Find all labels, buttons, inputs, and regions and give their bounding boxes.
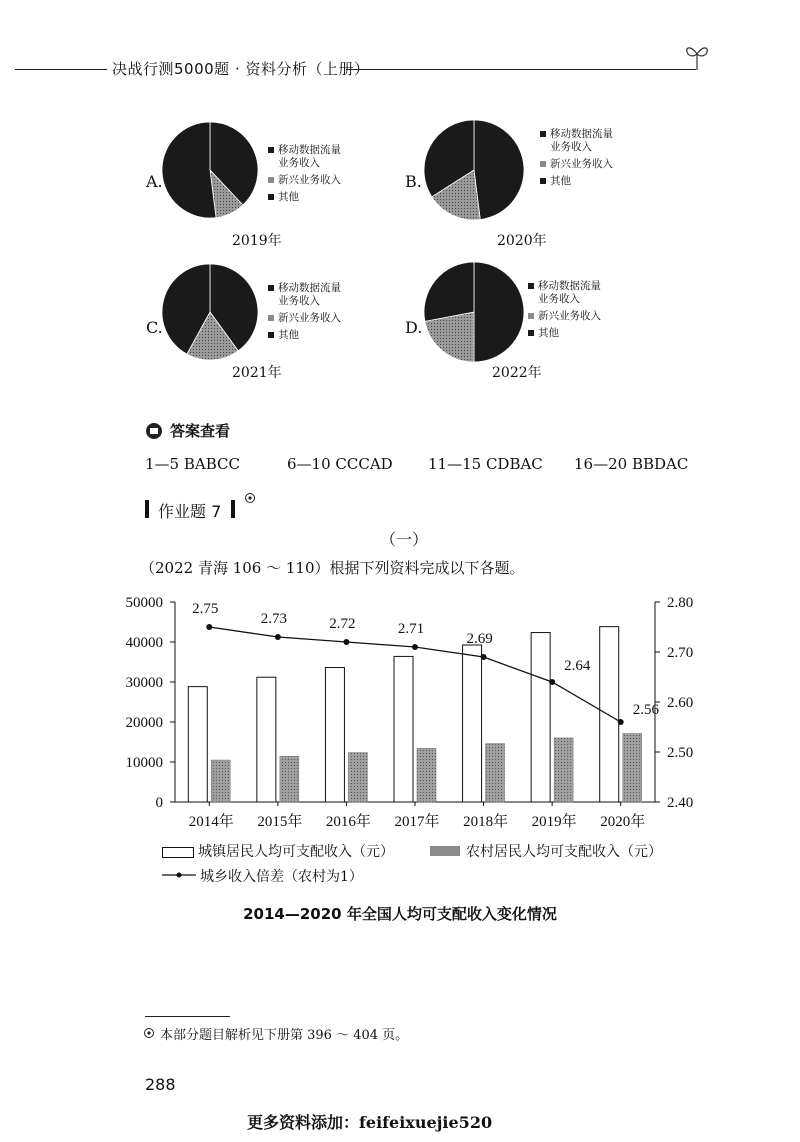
pie-slice [474,120,524,220]
pie-chart [160,120,260,220]
pie-year-label: 2020年 [497,233,547,249]
x-tick-label: 2014年 [188,814,234,830]
y-tick-label-left: 20000 [125,715,163,731]
y-tick-label-right: 2.50 [667,745,694,761]
bar-urban [394,656,413,802]
y-tick-label-right: 2.80 [667,595,694,611]
answer-item: 11—15 CDBAC [428,455,543,473]
legend-square-icon [268,332,274,338]
legend-swatch-rural [430,846,460,856]
y-tick-label-right: 2.70 [667,645,694,661]
pie-legend-label: 移动数据流量业务收入 [278,144,341,169]
legend-swatch-urban [162,847,194,858]
pie-slice [162,122,216,218]
header-rule-left [15,69,107,70]
bar-rural [348,753,367,802]
pie-legend [268,282,346,346]
answer-item: 1—5 BABCC [145,455,240,473]
ratio-data-label: 2.75 [192,601,219,617]
pie-legend-label: 其他 [538,327,559,339]
ratio-data-label: 2.72 [329,616,356,632]
pie-legend-item [540,175,618,188]
legend-square-icon [528,330,534,336]
watermark-text: 更多资料添加：feifeixuejie520 [247,1113,493,1132]
option-letter: C. [146,318,163,337]
legend-square-icon [540,161,546,167]
bar-rural [211,760,230,802]
question-intro: （2022 青海 106 ～ 110）根据下列资料完成以下各题。 [140,559,525,577]
pie-legend-item [268,329,346,342]
flower-note-icon [244,492,256,504]
pie-year-label: 2021年 [232,365,282,381]
pie-chart [422,260,526,364]
ratio-point [549,679,555,685]
option-letter: A. [146,172,163,191]
pie-slice [474,262,524,362]
pie-year-label: 2019年 [232,233,282,249]
legend-square-icon [268,177,274,183]
pie-legend [540,128,618,192]
answer-item: 6—10 CCCAD [287,455,393,473]
y-tick-label-left: 30000 [125,675,163,691]
y-tick-label-left: 40000 [125,635,163,651]
pie-legend-label: 其他 [278,191,299,203]
legend-square-icon [528,283,534,289]
bar-urban [463,645,482,802]
pie-legend-label: 新兴业务收入 [538,310,601,322]
pie-legend [268,144,346,208]
pie-legend [528,280,606,344]
ratio-point [206,624,212,630]
y-tick-label-left: 10000 [125,755,163,771]
heading-bar-left [145,500,149,518]
pie-legend-item [528,310,606,323]
legend-square-icon [268,194,274,200]
pie-chart [160,262,260,362]
pie-legend-label: 移动数据流量业务收入 [550,128,613,153]
option-letter: B. [405,172,422,191]
bar-urban [531,633,550,802]
legend-square-icon [268,285,274,291]
x-tick-label: 2015年 [257,814,303,830]
pie-year-label: 2022年 [492,365,542,381]
pie-legend-item [268,191,346,204]
bar-rural [486,744,505,802]
pie-slice [424,262,474,321]
ratio-data-label: 2.56 [632,702,659,718]
answer-item: 16—20 BBDAC [574,455,689,473]
footnote-rule [145,1016,230,1017]
ratio-data-label: 2.71 [397,621,425,637]
legend-square-icon [540,178,546,184]
bar-rural [280,756,299,802]
bar-rural [417,748,436,802]
pie-legend-label: 其他 [278,329,299,341]
chart-legend [162,841,702,891]
pie-legend-item [528,280,606,306]
y-tick-label-left: 50000 [125,595,163,611]
pie-legend-label: 其他 [550,175,571,187]
ratio-point [275,634,281,640]
x-tick-label: 2020年 [600,814,646,830]
ratio-point [618,719,624,725]
running-header: 决战行测5000题 · 资料分析（上册） [112,60,370,78]
pie-chart [422,118,526,222]
answer-badge-icon [145,422,163,440]
bar-rural [623,733,642,802]
pie-legend-item [268,144,346,170]
pie-legend-label: 新兴业务收入 [550,158,613,170]
ratio-data-label: 2.69 [466,631,493,647]
legend-swatch-ratio [162,869,196,881]
pie-legend-item [540,128,618,154]
bar-urban [600,627,619,802]
y-tick-label-right: 2.60 [667,695,694,711]
bar-urban [188,687,207,802]
pie-legend-label: 移动数据流量业务收入 [538,280,601,305]
flower-note-icon [143,1027,155,1039]
pie-legend-item [268,174,346,187]
header-rule-right [346,69,696,70]
pie-legend-label: 新兴业务收入 [278,312,341,324]
legend-square-icon [268,315,274,321]
bar-urban [325,668,344,802]
pie-legend-label: 新兴业务收入 [278,174,341,186]
legend-square-icon [540,131,546,137]
pie-legend-label: 移动数据流量业务收入 [278,282,341,307]
bar-urban [257,677,276,802]
x-tick-label: 2019年 [531,814,577,830]
pie-legend-item [268,282,346,308]
legend-square-icon [528,313,534,319]
ratio-data-label: 2.73 [260,611,287,627]
sprout-icon [680,40,714,72]
pie-legend-item [268,312,346,325]
answers-title: 答案查看 [170,422,231,440]
y-tick-label-left: 0 [155,795,163,811]
x-tick-label: 2016年 [325,814,371,830]
legend-label-rural: 农村居民人均可支配收入（元） [466,844,662,860]
homework-title: 作业题 7 [158,502,222,521]
pie-legend-item [540,158,618,171]
x-tick-label: 2018年 [463,814,509,830]
ratio-data-label: 2.64 [564,658,591,674]
x-tick-label: 2017年 [394,814,440,830]
pie-legend-item [528,327,606,340]
legend-label-urban: 城镇居民人均可支配收入（元） [198,844,394,860]
footnote-text: 本部分题目解析见下册第 396 ～ 404 页。 [160,1028,409,1043]
legend-square-icon [268,147,274,153]
ratio-point [481,654,487,660]
ratio-point [412,644,418,650]
y-tick-label-right: 2.40 [667,795,694,811]
page-number: 288 [145,1075,176,1094]
heading-bar-right [231,500,235,518]
bar-rural [554,738,573,802]
legend-label-ratio: 城乡收入倍差（农村为1） [200,869,363,885]
option-letter: D. [405,318,423,337]
ratio-point [343,639,349,645]
section-number: （一） [380,530,429,549]
chart-title: 2014—2020 年全国人均可支配收入变化情况 [243,905,557,923]
